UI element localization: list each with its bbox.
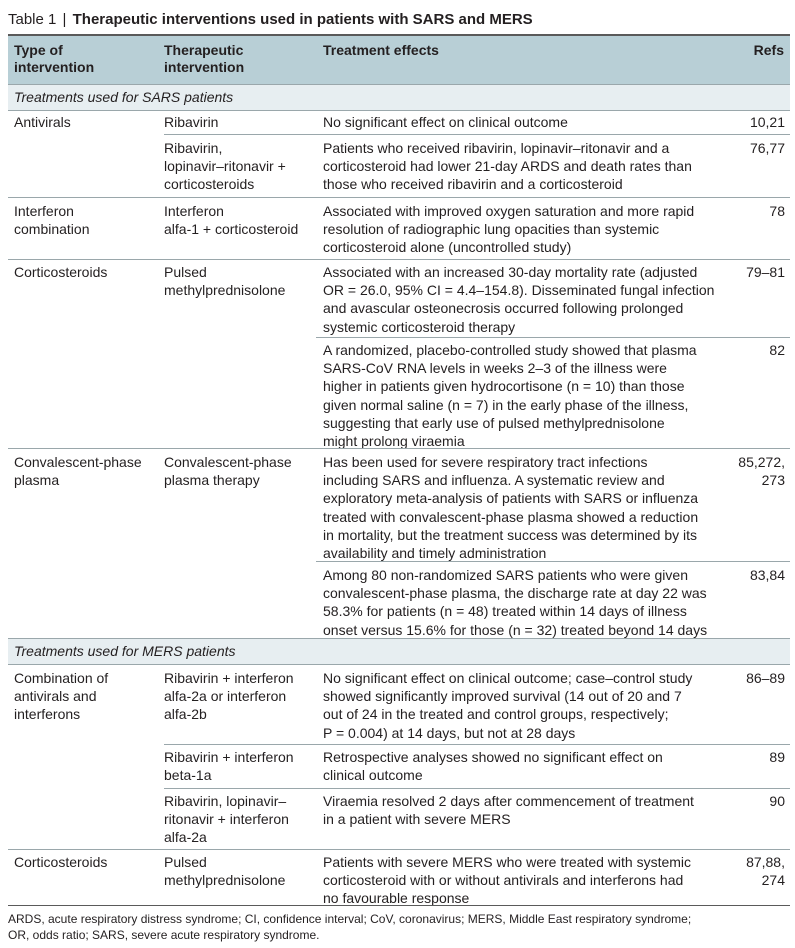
- row-divider: [164, 134, 790, 135]
- line: Pulsed: [164, 264, 207, 280]
- row-type: Corticosteroids: [14, 854, 108, 870]
- line: Associated with improved oxygen saturation and more rapid: [323, 203, 695, 219]
- line: alfa-2a or interferon: [164, 688, 287, 705]
- line: plasma therapy: [164, 472, 260, 489]
- header-effects: Treatment effects: [323, 42, 439, 58]
- line: Convalescent-phase: [164, 454, 292, 470]
- line: in a patient with severe MERS: [323, 811, 511, 828]
- line: 85,272,: [738, 454, 785, 470]
- caption-separator: |: [62, 11, 67, 28]
- row-type: Corticosteroids: [14, 264, 108, 280]
- header-intervention: [164, 42, 244, 76]
- line: 274: [761, 872, 785, 889]
- line: no favourable response: [323, 890, 470, 907]
- row-type: [14, 453, 142, 489]
- row-intervention: [164, 453, 292, 489]
- line: plasma: [14, 472, 60, 489]
- row-intervention: [164, 263, 285, 299]
- line: exploratory meta-analysis of patients with SARS or influenza: [323, 490, 699, 507]
- section-sars: [8, 84, 790, 111]
- row-effects: [323, 669, 692, 742]
- line: 273: [761, 472, 785, 489]
- row-intervention: [164, 853, 285, 889]
- row-divider: [8, 849, 790, 850]
- row-intervention: [164, 139, 286, 194]
- line: Patients who received ribavirin, lopinavir–ritonavir and a: [323, 140, 670, 156]
- line: antivirals and: [14, 688, 97, 705]
- caption-number: Table 1: [8, 11, 57, 28]
- line: Retrospective analyses showed no significant effect on: [323, 749, 663, 765]
- row-intervention: [164, 202, 298, 238]
- line: Interferon: [14, 203, 74, 219]
- line: interferons: [14, 706, 81, 723]
- header-type: [14, 42, 94, 76]
- line: higher in patients given hydrocortisone (n = 10) than those: [323, 378, 685, 395]
- line: Associated with an increased 30-day mortality rate (adjusted: [323, 264, 698, 280]
- row-refs: 89: [769, 749, 785, 765]
- line: Ribavirin + interferon: [164, 749, 294, 765]
- line: and avascular osteonecrosis occurred following prolonged: [323, 300, 684, 317]
- line: alfa-2a: [164, 829, 207, 846]
- line: Ribavirin,: [164, 140, 223, 156]
- line: Viraemia resolved 2 days after commencement of treatment: [323, 793, 694, 809]
- header-type-line: Type of: [14, 42, 63, 58]
- row-refs: [738, 453, 785, 489]
- row-type: [14, 202, 90, 238]
- row-divider: [164, 744, 790, 745]
- line: clinical outcome: [323, 767, 423, 784]
- line: lopinavir–ritonavir +: [164, 158, 286, 175]
- line: Among 80 non-randomized SARS patients who were given: [323, 567, 688, 583]
- section-mers: [8, 638, 790, 665]
- row-divider: [8, 259, 790, 260]
- line: methylprednisolone: [164, 282, 286, 299]
- section-label: Treatments used for MERS patients: [14, 643, 236, 659]
- row-refs: 83,84: [749, 567, 785, 583]
- bottom-rule: [8, 905, 790, 906]
- line: including SARS and influenza. A systematic review and: [323, 472, 665, 489]
- line: availability and timely administration: [323, 545, 547, 562]
- line: showed significantly improved survival (14 out of 20 and 7: [323, 688, 682, 705]
- row-intervention: [164, 748, 294, 784]
- footnote-line: OR, odds ratio; SARS, severe acute respiratory syndrome.: [8, 928, 320, 942]
- footnote-line: ARDS, acute respiratory distress syndrome; CI, confidence interval; CoV, coronavirus; MERS, Middle East respiratory syndrome;: [8, 912, 692, 926]
- row-effects: [323, 263, 714, 336]
- line: Convalescent-phase: [14, 454, 142, 470]
- row-divider: [8, 448, 790, 449]
- line: in mortality, but the treatment success was determined by its: [323, 526, 698, 543]
- row-intervention: Ribavirin: [164, 114, 219, 130]
- line: P = 0.004) at 14 days, but not at 28 days: [323, 724, 576, 741]
- table-footnote: [8, 911, 790, 943]
- row-divider: [8, 197, 790, 198]
- row-divider: [164, 788, 790, 789]
- line: convalescent-phase plasma, the discharge rate at day 22 was: [323, 585, 707, 602]
- table-caption: [8, 6, 788, 34]
- line: systemic corticosteroid therapy: [323, 318, 516, 335]
- line: A randomized, placebo-controlled study showed that plasma: [323, 342, 697, 358]
- line: corticosteroids: [164, 176, 255, 193]
- line: treated with convalescent-phase plasma showed a reduction: [323, 508, 699, 525]
- line: might prolong viraemia: [323, 433, 465, 450]
- row-effects: [323, 748, 663, 784]
- line: onset versus 15.6% for those (n = 32) treated beyond 14 days: [323, 621, 708, 638]
- row-type: [14, 669, 108, 724]
- line: given normal saline (n = 7) in the early phase of the illness,: [323, 396, 689, 413]
- row-refs: [746, 853, 785, 889]
- line: alfa-2b: [164, 706, 207, 723]
- row-refs: 76,77: [749, 140, 785, 156]
- section-label: Treatments used for SARS patients: [14, 89, 234, 105]
- row-intervention: [164, 669, 294, 724]
- row-refs: 79–81: [746, 264, 785, 280]
- line: 87,88,: [746, 854, 785, 870]
- line: Pulsed: [164, 854, 207, 870]
- line: Interferon: [164, 203, 224, 219]
- line: corticosteroid had lower 21-day ARDS and death rates than: [323, 158, 692, 175]
- line: Ribavirin + interferon: [164, 670, 294, 686]
- header-intervention-line: intervention: [164, 59, 245, 75]
- row-effects: [323, 792, 694, 828]
- line: corticosteroid alone (uncontrolled study): [323, 239, 572, 256]
- row-effects: No significant effect on clinical outcome: [323, 114, 568, 130]
- header-intervention-line: Therapeutic: [164, 42, 244, 58]
- header-type-line: intervention: [14, 59, 95, 75]
- row-divider: [316, 561, 790, 562]
- row-intervention: [164, 792, 289, 847]
- line: suggesting that early use of pulsed methylprednisolone: [323, 414, 665, 431]
- line: 58.3% for patients (n = 48) treated within 14 days of illness: [323, 603, 687, 620]
- row-refs: 10,21: [749, 114, 785, 130]
- row-effects: [323, 202, 694, 257]
- row-effects: [323, 566, 707, 639]
- line: Ribavirin, lopinavir–: [164, 793, 287, 809]
- line: beta-1a: [164, 767, 212, 784]
- line: OR = 26.0, 95% CI = 4.4–154.8). Disseminated fungal infection: [323, 282, 715, 299]
- row-refs: 78: [769, 203, 785, 219]
- caption-title: Therapeutic interventions used in patients with SARS and MERS: [72, 11, 533, 28]
- line: resolution of radiographic lung opacities than systemic: [323, 221, 660, 238]
- row-effects: [323, 453, 698, 562]
- line: those who received ribavirin and a corticosteroid: [323, 176, 623, 193]
- line: SARS-CoV RNA levels in weeks 2–3 of the illness were: [323, 360, 667, 377]
- row-refs: 86–89: [746, 670, 785, 686]
- header-refs: Refs: [753, 42, 784, 58]
- line: alfa-1 + corticosteroid: [164, 221, 299, 238]
- line: corticosteroid with or without antivirals and interferons had: [323, 872, 684, 889]
- row-divider: [316, 337, 790, 338]
- table-header: [8, 35, 790, 85]
- line: methylprednisolone: [164, 872, 286, 889]
- line: ritonavir + interferon: [164, 811, 289, 828]
- row-refs: 82: [769, 342, 785, 358]
- line: Patients with severe MERS who were treated with systemic: [323, 854, 692, 870]
- row-type: Antivirals: [14, 114, 71, 130]
- row-effects: [323, 341, 697, 450]
- line: Has been used for severe respiratory tract infections: [323, 454, 648, 470]
- line: No significant effect on clinical outcome; case–control study: [323, 670, 693, 686]
- row-effects: [323, 139, 692, 194]
- line: combination: [14, 221, 90, 238]
- row-effects: [323, 853, 691, 908]
- row-refs: 90: [769, 793, 785, 809]
- line: out of 24 in the treated and control groups, respectively;: [323, 706, 669, 723]
- line: Combination of: [14, 670, 109, 686]
